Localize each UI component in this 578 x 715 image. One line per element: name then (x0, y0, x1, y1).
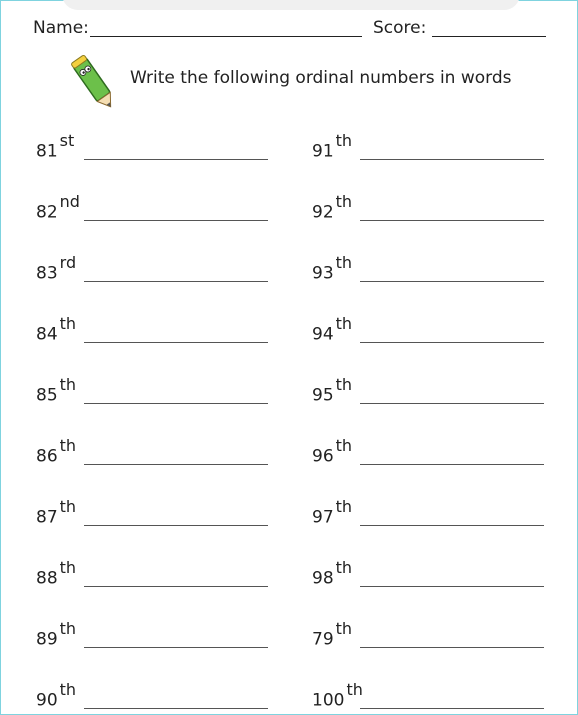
ordinal-suffix: th (59, 375, 77, 395)
ordinal-suffix: th (335, 131, 353, 151)
exercise-item (36, 427, 268, 467)
ordinal-digits: 89 (36, 630, 58, 650)
score-field[interactable] (432, 36, 546, 37)
ordinal-number (36, 314, 77, 345)
ordinal-number (36, 253, 77, 284)
ordinal-suffix: th (335, 192, 353, 212)
ordinal-digits: 87 (36, 508, 58, 528)
answer-line[interactable] (360, 586, 544, 587)
ordinal-number (36, 619, 77, 650)
ordinal-number (36, 375, 77, 406)
exercise-item (312, 244, 544, 284)
ordinal-digits: 84 (36, 325, 58, 345)
exercise-item (312, 183, 544, 223)
ordinal-digits: 88 (36, 569, 58, 589)
answer-line[interactable] (84, 281, 268, 282)
ordinal-suffix: th (59, 314, 77, 334)
ordinal-digits: 95 (312, 386, 334, 406)
ordinal-suffix: th (346, 680, 363, 700)
answer-line[interactable] (84, 464, 268, 465)
ordinal-digits: 100 (312, 691, 345, 711)
exercise-item (312, 610, 544, 650)
exercise-item (312, 366, 544, 406)
answer-line[interactable] (84, 220, 268, 221)
answer-line[interactable] (84, 525, 268, 526)
ordinal-digits: 93 (312, 264, 334, 284)
ordinal-suffix: th (59, 680, 77, 700)
top-tab (62, 0, 520, 10)
ordinal-number (312, 253, 353, 284)
ordinal-number (36, 131, 75, 162)
ordinal-digits: 92 (312, 203, 334, 223)
ordinal-suffix: th (335, 558, 353, 578)
ordinal-suffix: st (59, 131, 75, 151)
exercise-item (36, 488, 268, 528)
ordinal-suffix: th (59, 497, 77, 517)
ordinal-suffix: th (59, 436, 77, 456)
answer-line[interactable] (360, 403, 544, 404)
exercise-item (312, 671, 544, 711)
ordinal-suffix: th (335, 375, 353, 395)
exercise-item (36, 610, 268, 650)
name-label: Name: (33, 18, 89, 38)
exercise-item (312, 122, 544, 162)
answer-line[interactable] (360, 342, 544, 343)
answer-line[interactable] (84, 159, 268, 160)
ordinal-digits: 96 (312, 447, 334, 467)
exercise-item (36, 122, 268, 162)
ordinal-suffix: th (335, 497, 353, 517)
ordinal-digits: 82 (36, 203, 58, 223)
ordinal-number (312, 436, 353, 467)
header-row (0, 16, 578, 42)
ordinal-digits: 83 (36, 264, 58, 284)
answer-line[interactable] (360, 220, 544, 221)
instruction-text: Write the following ordinal numbers in words (130, 68, 512, 88)
ordinal-suffix: th (59, 619, 77, 639)
ordinal-number (36, 680, 77, 711)
ordinal-number (312, 558, 353, 589)
ordinal-number (312, 192, 353, 223)
ordinal-suffix: th (59, 558, 77, 578)
ordinal-number (312, 619, 353, 650)
exercise-item (312, 549, 544, 589)
ordinal-number (312, 131, 353, 162)
ordinal-digits: 86 (36, 447, 58, 467)
exercise-item (36, 183, 268, 223)
exercise-item (312, 488, 544, 528)
ordinal-suffix: nd (59, 192, 80, 212)
answer-line[interactable] (360, 525, 544, 526)
ordinal-digits: 91 (312, 142, 334, 162)
ordinal-digits: 90 (36, 691, 58, 711)
ordinal-digits: 81 (36, 142, 58, 162)
ordinal-suffix: th (335, 619, 353, 639)
exercise-item (36, 366, 268, 406)
ordinal-suffix: th (335, 253, 353, 273)
ordinal-number (36, 192, 80, 223)
answer-line[interactable] (84, 647, 268, 648)
score-label: Score: (373, 18, 427, 38)
answer-line[interactable] (360, 159, 544, 160)
answer-line[interactable] (84, 403, 268, 404)
exercise-item (36, 671, 268, 711)
name-field[interactable] (90, 36, 362, 37)
ordinal-number (312, 497, 353, 528)
ordinal-suffix: th (335, 314, 353, 334)
ordinal-digits: 79 (312, 630, 334, 650)
answer-line[interactable] (360, 281, 544, 282)
ordinal-number (312, 375, 353, 406)
ordinal-digits: 94 (312, 325, 334, 345)
answer-line[interactable] (84, 342, 268, 343)
ordinal-number (312, 314, 353, 345)
ordinal-digits: 85 (36, 386, 58, 406)
exercise-item (312, 305, 544, 345)
answer-line[interactable] (84, 708, 268, 709)
answer-line[interactable] (360, 647, 544, 648)
exercise-item (36, 244, 268, 284)
ordinal-number (36, 436, 77, 467)
exercise-item (312, 427, 544, 467)
ordinal-digits: 98 (312, 569, 334, 589)
answer-line[interactable] (360, 708, 544, 709)
answer-line[interactable] (360, 464, 544, 465)
ordinal-number (36, 558, 77, 589)
ordinal-digits: 97 (312, 508, 334, 528)
ordinal-suffix: th (335, 436, 353, 456)
pencil-icon (66, 50, 122, 116)
ordinal-number (36, 497, 77, 528)
exercise-item (36, 549, 268, 589)
ordinal-suffix: rd (59, 253, 77, 273)
answer-line[interactable] (84, 586, 268, 587)
ordinal-number (312, 680, 363, 711)
exercise-item (36, 305, 268, 345)
